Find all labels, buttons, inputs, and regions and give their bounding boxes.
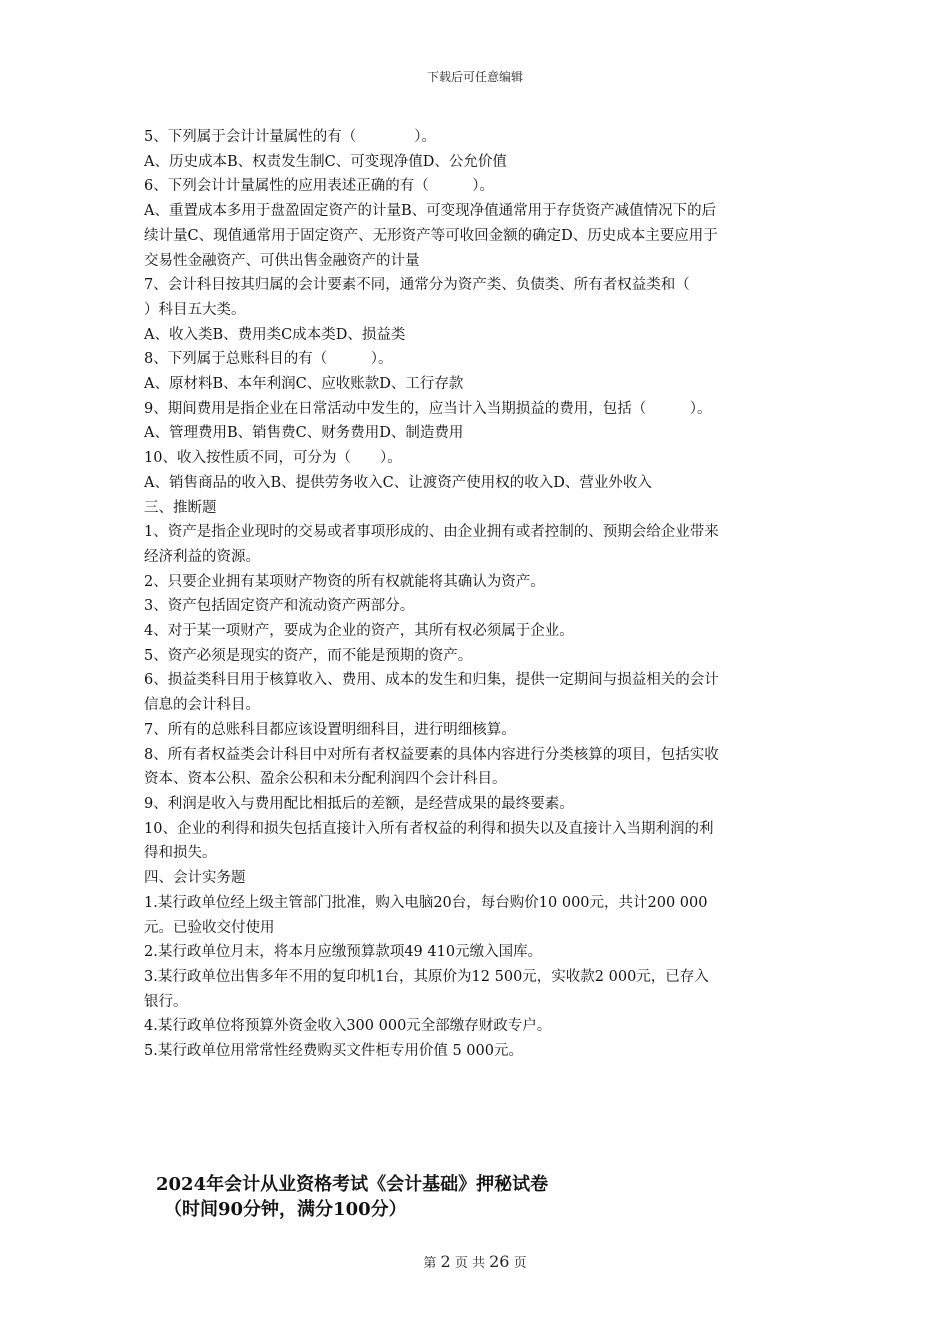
text-line: A、收入类B、费用类C成本类D、损益类 [144, 326, 406, 343]
text-line: 10、企业的利得和损失包括直接计入所有者权益的利得和损失以及直接计入当期利润的利 [144, 820, 714, 837]
page-header: 下载后可任意编辑 [426, 70, 523, 84]
text-line: 经济利益的资源。 [144, 548, 260, 565]
text-line: 6、损益类科目用于核算收入、费用、成本的发生和归集，提供一定期间与损益相关的会计 [144, 672, 719, 689]
text-line: 5、下列属于会计计量属性的有（ ）。 [144, 129, 436, 145]
text-line: 5、资产必须是现实的资产，而不能是预期的资产。 [144, 647, 473, 664]
text-line: A、原材料B、本年利润C、应收账款D、工行存款 [144, 376, 464, 393]
footer-page-number: 2 [440, 1252, 451, 1271]
text-line: 1.某行政单位经上级主管部门批准，购入电脑20台，每台购价10 000元，共计200 000 [144, 894, 708, 911]
text-line: 5.某行政单位用常常性经费购买文件柜专用价值 5 000元。 [144, 1043, 523, 1060]
text-line: 1、资产是指企业现时的交易或者事项形成的、由企业拥有或者控制的、预期会给企业带来 [144, 524, 719, 541]
text-line: 4、对于某一项财产，要成为企业的资产，其所有权必须属于企业。 [144, 623, 574, 640]
text-line: 四、会计实务题 [144, 870, 246, 887]
exam-title-block [156, 1172, 548, 1222]
text-line: A、重置成本多用于盘盈固定资产的计量B、可变现净值通常用于存货资产减值情况下的后 [144, 203, 717, 220]
footer-suffix: 页 [513, 1256, 527, 1271]
text-line: 8、下列属于总账科目的有（ ）。 [144, 351, 393, 368]
text-line: 7、所有的总账科目都应该设置明细科目，进行明细核算。 [144, 721, 516, 738]
text-line: 3.某行政单位出售多年不用的复印机1台，其原价为12 500元，实收款2 000元，已存入 [144, 968, 709, 985]
text-line: 10、收入按性质不同，可分为（ ）。 [144, 450, 402, 467]
page-footer [0, 1252, 950, 1271]
text-line: 7、会计科目按其归属的会计要素不同，通常分为资产类、负债类、所有者权益类和（ [144, 277, 690, 294]
exam-title: 2024年会计从业资格考试《会计基础》押秘试卷 [156, 1174, 549, 1195]
document-body [144, 125, 814, 1064]
text-line: 资本、资本公积、盈余公积和未分配利润四个会计科目。 [144, 771, 507, 788]
text-line: A、历史成本B、权责发生制C、可变现净值D、公允价值 [144, 153, 507, 170]
text-line: 4.某行政单位将预算外资金收入300 000元全部缴存财政专户。 [144, 1018, 552, 1035]
footer-total-pages: 26 [489, 1252, 510, 1271]
text-line: 信息的会计科目。 [144, 697, 260, 714]
text-line: ）科目五大类。 [144, 301, 246, 318]
text-line: 元。已验收交付使用 [144, 919, 275, 936]
text-line: 得和损失。 [144, 845, 217, 862]
text-line: 6、下列会计计量属性的应用表述正确的有（ ）。 [144, 178, 494, 195]
footer-prefix: 第 [423, 1256, 437, 1271]
exam-subtitle: （时间90分钟，满分100分） [164, 1199, 407, 1220]
text-line: 3、资产包括固定资产和流动资产两部分。 [144, 598, 415, 615]
text-line: 9、期间费用是指企业在日常活动中发生的，应当计入当期损益的费用，包括（ ）。 [144, 400, 712, 417]
text-line: 9、利润是收入与费用配比相抵后的差额，是经营成果的最终要素。 [144, 795, 574, 812]
text-line: 2.某行政单位月末，将本月应缴预算款项49 410元缴入国库。 [144, 944, 543, 961]
footer-middle: 页 共 [454, 1256, 485, 1271]
text-line: A、管理费用B、销售费C、财务费用D、制造费用 [144, 425, 464, 442]
text-line: 8、所有者权益类会计科目中对所有者权益要素的具体内容进行分类核算的项目，包括实收 [144, 746, 719, 763]
text-line: 续计量C、现值通常用于固定资产、无形资产等可收回金额的确定D、历史成本主要应用于 [144, 227, 718, 244]
text-line: 三、推断题 [144, 499, 217, 516]
text-line: 2、只要企业拥有某项财产物资的所有权就能将其确认为资产。 [144, 573, 545, 590]
text-line: 交易性金融资产、可供出售金融资产的计量 [144, 252, 420, 269]
text-line: A、销售商品的收入B、提供劳务收入C、让渡资产使用权的收入D、营业外收入 [144, 474, 652, 491]
text-line: 银行。 [144, 993, 188, 1010]
